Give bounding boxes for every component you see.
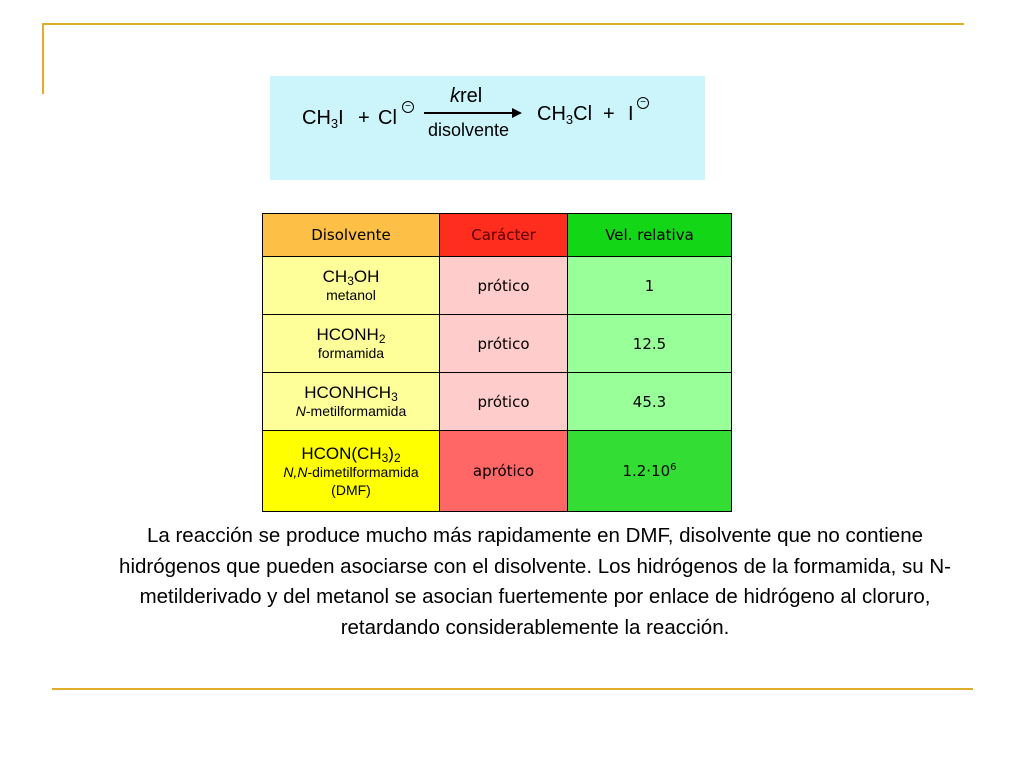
table-row [263, 315, 732, 373]
solvent-name: metanol [326, 287, 376, 303]
table-row [263, 431, 732, 512]
header-character: Carácter [440, 214, 568, 257]
solvent-formula: $HCONH_2$ [316, 325, 386, 346]
rate-cell: 12.5 [568, 315, 732, 373]
reactant-chloride: Cl [378, 107, 397, 129]
header-solvent: Disolvente [263, 214, 440, 257]
slide-frame-top-line [43, 23, 964, 25]
header-relative-rate: Vel. relativa [568, 214, 732, 257]
reaction-arrow [424, 112, 514, 114]
solvent-cell [263, 257, 440, 315]
product-methyl-chloride: $CH_3Cl$ [537, 103, 593, 127]
solvent-cell [263, 431, 440, 512]
slide-frame-left-line [42, 23, 44, 94]
rate-constant-label: krel [450, 85, 483, 107]
solvent-label: disolvente [428, 120, 510, 140]
character-cell: prótico [440, 315, 568, 373]
plus-sign-reactants: + [358, 107, 370, 129]
solvent-cell [263, 373, 440, 431]
solvent-rate-table [262, 213, 732, 512]
solvent-formula: $HCON(CH_3)_2$ [301, 443, 401, 465]
rate-cell: $1.2\cdot 10^6$ [568, 431, 732, 512]
rate-cell: 1 [568, 257, 732, 315]
explanation-paragraph: La reacción se produce mucho más rapidamente en DMF, disolvente que no contiene hidrógenos que pueden asociarse con el disolvente. Los hidrógenos de la formamida, su N-metilderivado y del metanol se asocian fuertemente por enlace de hidrógeno al cloruro, retardando considerablemente la reacción. [119, 524, 951, 639]
table-row [263, 373, 732, 431]
solvent-formula: $HCONHCH_3$ [304, 383, 398, 404]
solvent-cell [263, 315, 440, 373]
table-header-row [263, 214, 732, 257]
character-cell: prótico [440, 257, 568, 315]
table-row [263, 257, 732, 315]
plus-sign-products: + [603, 103, 615, 125]
character-cell: prótico [440, 373, 568, 431]
arrow-head-icon [512, 108, 522, 118]
slide-frame-bottom-line [52, 688, 973, 690]
solvent-name: N-metilformamida [295, 403, 407, 419]
solvent-formula: $CH_3OH$ [322, 267, 380, 288]
solvent-name: N,N-dimetilformamida [283, 463, 419, 480]
negative-charge-icon: − [402, 101, 414, 113]
character-cell: aprótico [440, 431, 568, 512]
negative-charge-icon: − [637, 97, 649, 109]
product-iodide: I [628, 103, 634, 125]
solvent-name: formamida [317, 345, 385, 361]
solvent-abbreviation: (DMF) [331, 481, 371, 498]
rate-cell: 45.3 [568, 373, 732, 431]
reactant-methyl-iodide: $CH_3I$ [302, 107, 344, 131]
